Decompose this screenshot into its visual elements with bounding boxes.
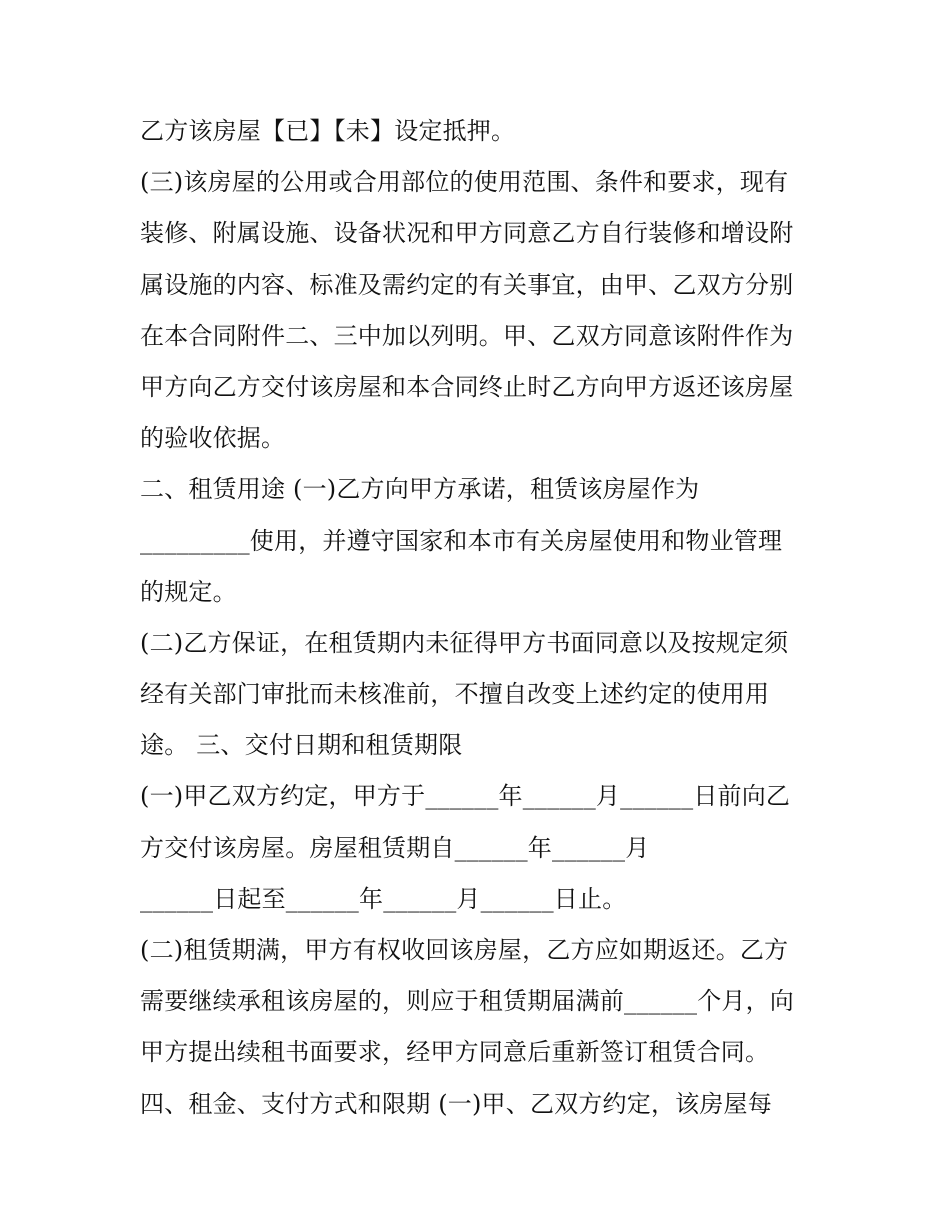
text-line: 需要继续承租该房屋的，则应于租赁期届满前______个月，向 — [140, 987, 794, 1016]
text-line: 的规定。 — [140, 577, 237, 606]
text-line: 途。 三、交付日期和租赁期限 — [140, 731, 463, 760]
text-line: 的验收依据。 — [140, 424, 286, 453]
text-line: 装修、附属设施、设备状况和甲方同意乙方自行装修和增设附 — [140, 219, 794, 248]
text-line: (一)甲乙双方约定，甲方于______年______月______日前向乙 — [140, 782, 791, 811]
text-line: 二、租赁用途 (一)乙方向甲方承诺，租赁该房屋作为 — [140, 475, 700, 504]
text-line: 四、租金、支付方式和限期 (一)甲、乙双方约定，该房屋每 — [140, 1089, 772, 1118]
contract-text — [140, 106, 820, 1130]
text-line: (三)该房屋的公用或合用部位的使用范围、条件和要求，现有 — [140, 168, 789, 197]
text-line: 在本合同附件二、三中加以列明。甲、乙双方同意该附件作为 — [140, 321, 794, 350]
text-line: (二)租赁期满，甲方有权收回该房屋，乙方应如期返还。乙方 — [140, 936, 789, 964]
text-line: (二)乙方保证，在租赁期内未征得甲方书面同意以及按规定须 — [140, 628, 789, 657]
text-line: 经有关部门审批而未核准前，不擅自改变上述约定的使用用 — [140, 680, 770, 709]
text-line: 甲方向乙方交付该房屋和本合同终止时乙方向甲方返还该房屋 — [140, 372, 794, 401]
text-line: 方交付该房屋。房屋租赁期自______年______月 — [140, 833, 650, 862]
text-line: _________使用，并遵守国家和本市有关房屋使用和物业管理 — [140, 526, 783, 555]
text-line: ______日起至______年______月______日止。 — [140, 884, 627, 913]
text-line: 属设施的内容、标准及需约定的有关事宜，由甲、乙双方分别 — [140, 270, 794, 299]
text-line: 甲方提出续租书面要求，经甲方同意后重新签订租赁合同。 — [140, 1038, 770, 1067]
text-line: 乙方该房屋【已】【未】设定抵押。 — [140, 117, 516, 145]
